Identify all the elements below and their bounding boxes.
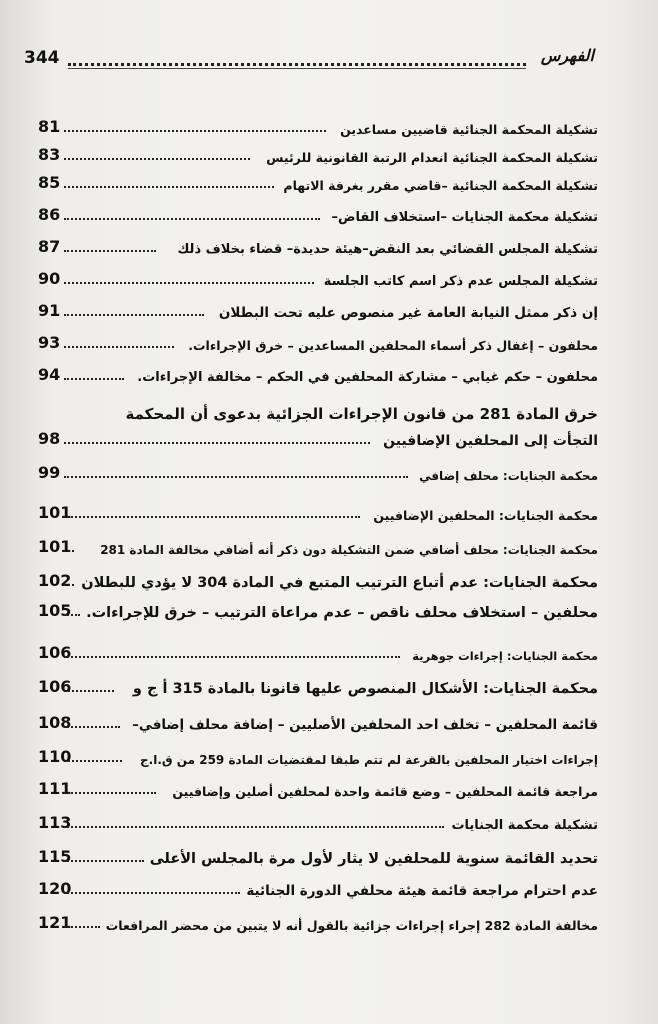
- toc-entry-text: تشكيلة محكمة الجنايات –استخلاف القاض–: [331, 210, 598, 225]
- toc-page-number: 91: [38, 301, 61, 320]
- toc-entry: [38, 110, 598, 140]
- toc-entry-text: محكمة الجنايات: محلف أضافي ضمن التشكيلة دون ذكر أنه أضافي مخالفة المادة 281: [100, 543, 598, 557]
- dot-leader: [64, 760, 122, 762]
- toc-entry-text: محكمة الجنايات: محلف إضافي: [419, 469, 598, 483]
- dot-leader: [64, 130, 326, 132]
- book-title: الفهرس: [540, 46, 594, 65]
- toc-entry: [38, 198, 598, 228]
- toc-entry-text: محكمة الجنايات: عدم أتباع الترتيب المتبع في المادة 304 لا يؤدي للبطلان: [81, 575, 598, 591]
- toc-entry-text: تشكيلة المحكمة الجنائية انعدام الرتبة القانونية للرئيس: [266, 150, 598, 165]
- toc-entry-text: مراجعة قائمة المحلفين – وضع قائمة واحدة لمحلفين أصلين وإضافيين: [172, 784, 598, 799]
- toc-entry: [38, 594, 598, 624]
- dot-leader: [64, 792, 156, 794]
- toc-entry-text: محلفون – إغفال ذكر أسماء المحلفين المساعدين – خرق الإجراءات.: [188, 338, 598, 353]
- toc-entry: [38, 326, 598, 356]
- toc-entry: [38, 906, 598, 936]
- toc-entry-text: تشكيلة المجلس عدم ذكر اسم كاتب الجلسة: [323, 274, 598, 289]
- toc-page-number: 108: [38, 713, 72, 732]
- toc-entry: [38, 262, 598, 292]
- toc-entry: [38, 138, 598, 168]
- toc-entry-text: مخالفة المادة 282 إجراء إجراءات جزائية بالقول أنه لا يتبين من محضر المرافعات: [105, 918, 598, 933]
- toc-entry: [38, 670, 598, 700]
- toc-entry: [38, 872, 598, 902]
- dot-leader: [64, 442, 370, 444]
- toc-page-number: 81: [38, 117, 61, 136]
- toc-page-number: 94: [38, 365, 61, 384]
- toc-page-number: 106: [38, 677, 72, 696]
- toc-page-number: 86: [38, 205, 61, 224]
- toc-page-number: 110: [38, 747, 72, 766]
- toc-page-number: 111: [38, 779, 72, 798]
- toc-entry: [38, 806, 598, 836]
- toc-entry: [38, 564, 598, 594]
- toc-page-number: 99: [38, 463, 61, 482]
- toc-entry: [38, 530, 598, 560]
- page-number: 344: [24, 48, 60, 68]
- toc-page-number: 120: [38, 879, 72, 898]
- dot-leader: [64, 516, 360, 518]
- toc-entry-text: عدم احترام مراجعة قائمة هيئة محلفي الدورة الجنائية: [246, 883, 598, 899]
- toc-entry: [38, 636, 598, 666]
- toc-entry-text: تشكيلة محكمة الجنايات: [451, 818, 598, 833]
- toc-entry: [38, 230, 598, 260]
- toc-page-number: 98: [38, 429, 61, 448]
- dot-leader: [64, 378, 124, 380]
- dot-leader: [64, 186, 274, 188]
- dot-leader: [64, 690, 114, 692]
- dot-leader: [64, 218, 320, 220]
- toc-entry: [38, 294, 598, 324]
- toc-page-number: 87: [38, 237, 61, 256]
- toc-entry: [38, 358, 598, 388]
- toc-entry-text: تشكيلة المحكمة الجنائية قاضيين مساعدين: [340, 122, 598, 137]
- toc-page-number: 101: [38, 503, 72, 522]
- toc-entry: [38, 840, 598, 870]
- toc-page-number: 85: [38, 173, 61, 192]
- toc-entry-text: تحديد القائمة سنوية للمحلفين لا يثار لأول مرة بالمجلس الأعلى: [149, 851, 598, 867]
- toc-entry-text: التجأت إلى المحلفين الإضافيين: [383, 433, 598, 449]
- toc-entry: [38, 166, 598, 196]
- dot-leader: [64, 158, 250, 160]
- toc-entry-text: تشكيلة المجلس القضائي بعد النقض–هيئة حديدة– قضاء بخلاف ذلك: [177, 242, 598, 257]
- toc-page-number: 121: [38, 913, 72, 932]
- toc-entry: [38, 422, 598, 452]
- dot-leader: [64, 860, 144, 862]
- toc-page-number: 106: [38, 643, 72, 662]
- dot-leader: [64, 614, 80, 616]
- toc-entry-text: محكمة الجنايات: الأشكال المنصوص عليها قانونا بالمادة 315 أ ج و: [132, 681, 598, 697]
- dot-leader: [64, 926, 100, 928]
- toc-entry-text: محلفون – حكم غيابي – مشاركة المحلفين في الحكم – مخالفة الإجراءات.: [137, 370, 598, 385]
- toc-page-number: 113: [38, 813, 72, 832]
- dot-leader: [64, 550, 74, 552]
- toc-entry: [38, 496, 598, 526]
- toc-page-number: 102: [38, 571, 72, 590]
- dot-leader: [64, 282, 314, 284]
- dot-leader: [64, 892, 240, 894]
- dot-leader: [64, 346, 174, 348]
- toc-entry-text: محلفين – استخلاف محلف ناقص – عدم مراعاة الترتيب – خرق للإجراءات.: [86, 605, 598, 621]
- toc-entry-text: تشكيلة المحكمة الجنائية –قاضي مقرر بغرفة الاتهام: [283, 178, 598, 193]
- toc-entry-text: إن ذكر ممثل النيابة العامة غير منصوص عليه تحت البطلان: [218, 305, 598, 321]
- toc-entry: [38, 772, 598, 802]
- toc-entry-text: إجراءات اختيار المحلفين بالقرعة لم تتم طبقا لمقتضيات المادة 259 من ق.ا.ج: [140, 753, 598, 767]
- toc-entry-text: خرق المادة 281 من قانون الإجراءات الجزائية بدعوى أن المحكمة: [125, 405, 598, 423]
- toc-page-number: 93: [38, 333, 61, 352]
- toc-entry-text: محكمة الجنايات: المحلفين الإضافيين: [373, 508, 598, 523]
- dot-leader: [64, 314, 204, 316]
- dot-leader: [64, 250, 156, 252]
- toc-entry-text: محكمة الجنايات: إجراءات جوهرية: [412, 649, 598, 663]
- dot-leader: [64, 656, 400, 658]
- dot-leader: [64, 726, 120, 728]
- toc-entry: [38, 740, 598, 770]
- toc-page-number: 101: [38, 537, 72, 556]
- toc-entry: [38, 706, 598, 736]
- toc-page-number: 90: [38, 269, 61, 288]
- dot-leader: [64, 826, 444, 828]
- toc-entry: [38, 456, 598, 486]
- toc-entry-text: قائمة المحلفين – تخلف احد المحلفين الأصليين – إضافة محلف إضافي–: [132, 717, 598, 733]
- dot-leader: [64, 584, 74, 586]
- toc-page-number: 115: [38, 847, 72, 866]
- dot-leader: [64, 476, 408, 478]
- toc-page-number: 105: [38, 601, 72, 620]
- toc-page-number: 83: [38, 145, 61, 164]
